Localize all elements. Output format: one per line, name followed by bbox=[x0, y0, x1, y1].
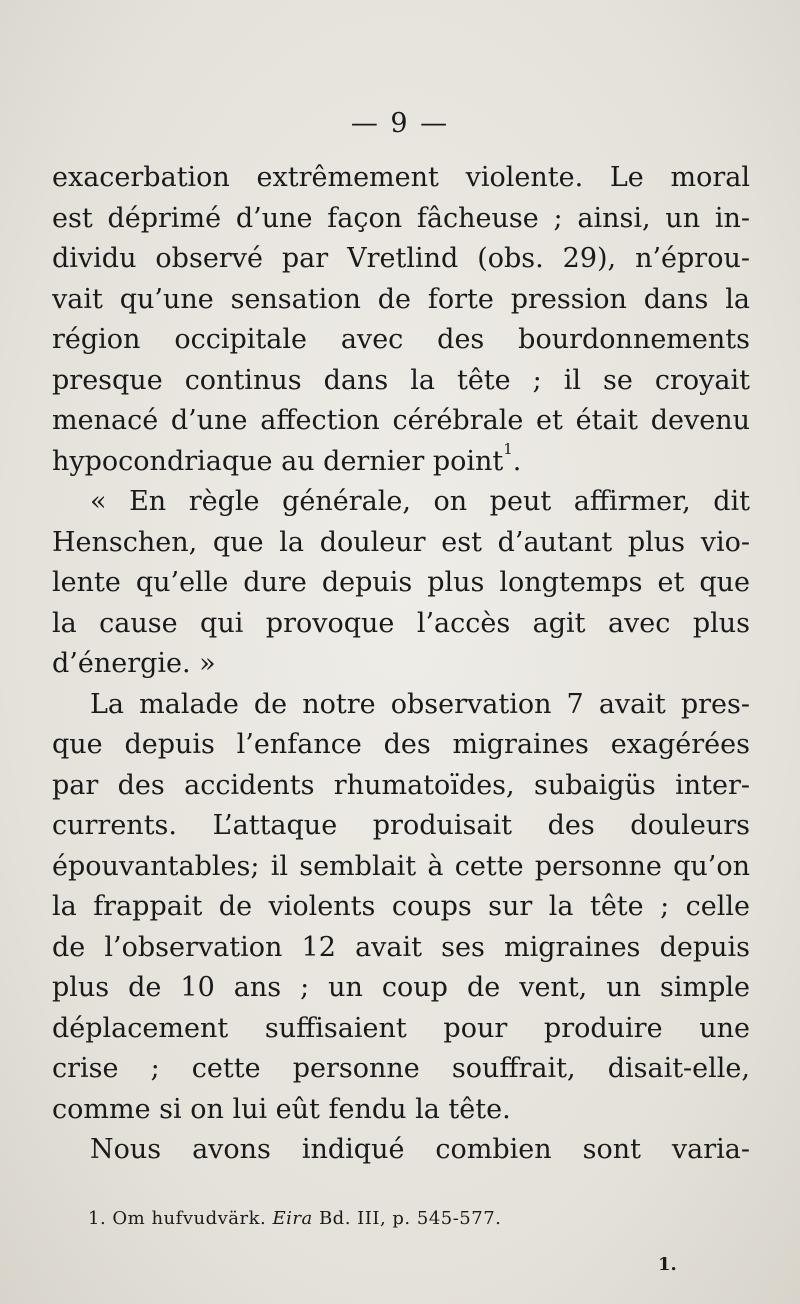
text-line-content: « En règle générale, on peut affirmer, dit bbox=[90, 486, 750, 517]
footnote-text-after: Bd. III, p. 545-577. bbox=[318, 1208, 502, 1229]
text-line-content: currents. L’attaque produisait des douleurs bbox=[52, 810, 750, 841]
text-line bbox=[52, 1049, 750, 1090]
text-line bbox=[52, 442, 750, 483]
text-line bbox=[52, 604, 750, 645]
text-line bbox=[52, 1130, 750, 1171]
text-line-content: la frappait de violents coups sur la tête ; celle bbox=[52, 891, 750, 922]
text-line-content: par des accidents rhumatoïdes, subaigüs inter- bbox=[52, 769, 750, 801]
text-line-tail: . bbox=[512, 445, 522, 477]
text-line bbox=[52, 523, 750, 564]
text-line bbox=[52, 239, 750, 280]
body-text bbox=[52, 158, 750, 1171]
text-line-content: plus de 10 ans ; un coup de vent, un simple bbox=[52, 972, 750, 1003]
text-line-content: Nous avons indiqué combien sont varia- bbox=[90, 1134, 750, 1165]
text-line bbox=[52, 644, 750, 685]
text-line bbox=[52, 725, 750, 766]
text-line-content: La malade de notre observation 7 avait pres- bbox=[90, 688, 750, 720]
text-line-content: que depuis l’enfance des migraines exagérées bbox=[52, 729, 750, 760]
text-line bbox=[52, 158, 750, 199]
text-line bbox=[52, 928, 750, 969]
text-line bbox=[52, 401, 750, 442]
text-line-content: presque continus dans la tête ; il se croyait bbox=[52, 364, 750, 396]
text-line-content: menacé d’une affection cérébrale et était devenu bbox=[52, 405, 750, 436]
text-line bbox=[52, 361, 750, 402]
text-line bbox=[52, 887, 750, 928]
text-line bbox=[52, 766, 750, 807]
text-line-content: la cause qui provoque l’accès agit avec plus bbox=[52, 607, 750, 639]
footnote bbox=[88, 1208, 501, 1229]
signature-mark: 1. bbox=[658, 1254, 677, 1275]
text-line bbox=[52, 199, 750, 240]
text-line-content: dividu observé par Vretlind (obs. 29), n’éprou- bbox=[52, 243, 750, 274]
text-line-content: comme si on lui eût fendu la tête. bbox=[52, 1093, 511, 1125]
text-line bbox=[52, 1009, 750, 1050]
text-line-content: de l’observation 12 avait ses migraines depuis bbox=[52, 931, 750, 963]
text-line bbox=[52, 685, 750, 726]
page-number: — 9 — bbox=[350, 108, 450, 139]
text-line bbox=[52, 280, 750, 321]
text-line bbox=[52, 563, 750, 604]
footnote-reference: 1 bbox=[503, 441, 513, 458]
text-line-content: exacerbation extrêmement violente. Le moral bbox=[52, 162, 750, 193]
text-line-content: hypocondriaque au dernier point bbox=[52, 445, 504, 477]
text-line bbox=[52, 1090, 750, 1131]
text-line-content: déplacement suffisaient pour produire une bbox=[52, 1012, 750, 1044]
footnote-text-before: Om hufvudvärk. bbox=[112, 1208, 267, 1229]
text-line-content: région occipitale avec des bourdonnements bbox=[52, 324, 750, 355]
text-line-content: est déprimé d’une façon fâcheuse ; ainsi, un in- bbox=[52, 202, 750, 234]
text-line bbox=[52, 806, 750, 847]
text-line-content: crise ; cette personne souffrait, disait-elle, bbox=[52, 1053, 750, 1084]
text-line-content: vait qu’une sensation de forte pression dans la bbox=[52, 283, 750, 315]
text-line-content: lente qu’elle dure depuis plus longtemps et que bbox=[52, 567, 750, 598]
text-line bbox=[52, 482, 750, 523]
footnote-marker: 1. bbox=[88, 1208, 107, 1229]
footnote-journal: Eira bbox=[272, 1208, 313, 1229]
text-line bbox=[52, 320, 750, 361]
text-line-content: d’énergie. » bbox=[52, 648, 216, 679]
text-line-content: épouvantables; il semblait à cette personne qu’on bbox=[52, 850, 750, 882]
text-line bbox=[52, 968, 750, 1009]
text-line-content: Henschen, que la douleur est d’autant plus vio- bbox=[52, 526, 750, 558]
text-line bbox=[52, 847, 750, 888]
